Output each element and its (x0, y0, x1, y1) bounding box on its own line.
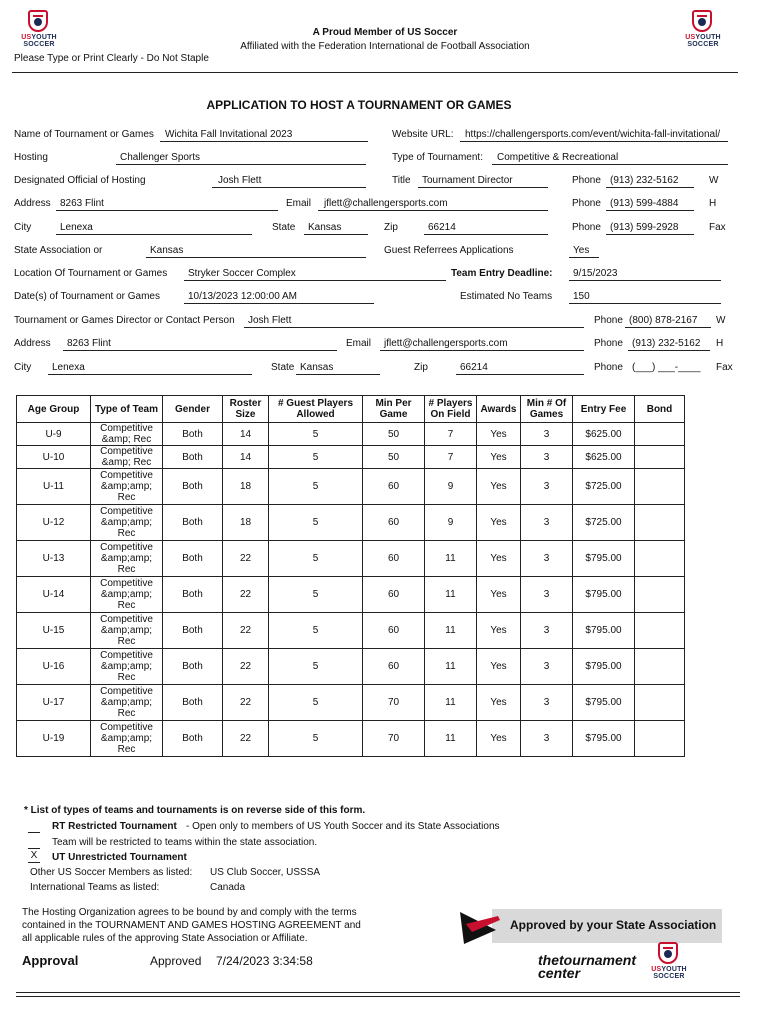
dir-phone-w-value[interactable]: (800) 878-2167 (629, 315, 698, 326)
team-type-cell: Competitive &amp;amp; Rec (91, 649, 163, 685)
table-cell: 3 (521, 613, 573, 649)
dir-city-value[interactable]: Lenexa (52, 362, 85, 373)
table-cell: $795.00 (573, 577, 635, 613)
table-header-cell: Entry Fee (573, 396, 635, 423)
table-cell: 22 (223, 613, 269, 649)
phone-h-suffix: H (709, 198, 717, 209)
table-cell: 50 (363, 423, 425, 446)
underline (56, 234, 252, 235)
dir-phone-w-suffix: W (716, 315, 726, 326)
underline (456, 374, 584, 375)
table-cell: 60 (363, 541, 425, 577)
table-cell: 3 (521, 423, 573, 446)
table-cell: Yes (477, 577, 521, 613)
phone-label: Phone (572, 198, 601, 209)
table-row (17, 446, 685, 469)
rt-sub-checkbox (28, 836, 40, 849)
website-value[interactable]: https://challengersports.com/event/wichita-fall-invitational/ (465, 129, 721, 140)
underline (492, 164, 728, 165)
dir-address-value[interactable]: 8263 Flint (67, 338, 111, 349)
table-cell: 5 (269, 721, 363, 757)
table-cell: 50 (363, 446, 425, 469)
tournament-type-value[interactable]: Competitive & Recreational (497, 152, 619, 163)
table-cell: $725.00 (573, 505, 635, 541)
title-label: Title (392, 175, 411, 186)
zip-value[interactable]: 66214 (428, 222, 456, 233)
table-cell: U-17 (17, 685, 91, 721)
table-cell: U-10 (17, 446, 91, 469)
table-cell: 5 (269, 613, 363, 649)
tournament-type-label: Type of Tournament: (392, 152, 483, 163)
table-cell: Yes (477, 423, 521, 446)
table-row (17, 541, 685, 577)
table-cell: 11 (425, 577, 477, 613)
team-type-cell: Competitive &amp;amp; Rec (91, 505, 163, 541)
approval-status: Approved (150, 954, 202, 968)
table-cell: 5 (269, 423, 363, 446)
dates-value[interactable]: 10/13/2023 12:00:00 AM (188, 291, 297, 302)
table-cell: Yes (477, 685, 521, 721)
table-header-cell: Bond (635, 396, 685, 423)
team-type-cell: Competitive &amp;amp; Rec (91, 721, 163, 757)
email-value[interactable]: jflett@challengersports.com (324, 198, 448, 209)
ut-checkbox[interactable]: X (28, 850, 40, 863)
team-type-cell: Competitive &amp; Rec (91, 446, 163, 469)
table-row (17, 423, 685, 446)
table-header-row (17, 396, 685, 423)
zip-label: Zip (384, 222, 398, 233)
table-cell: U-9 (17, 423, 91, 446)
city-label: City (14, 222, 32, 233)
table-cell: 5 (269, 577, 363, 613)
table-cell (635, 613, 685, 649)
state-value[interactable]: Kansas (308, 222, 342, 233)
table-cell: 11 (425, 541, 477, 577)
table-cell: 3 (521, 541, 573, 577)
rt-desc: - Open only to members of US Youth Soccer and its State Associations (186, 821, 500, 832)
dir-city-label: City (14, 362, 32, 373)
table-cell: Both (163, 721, 223, 757)
table-cell: Both (163, 649, 223, 685)
footer-divider-1 (16, 992, 740, 993)
types-note: * List of types of teams and tournaments is on reverse side of this form. (24, 805, 366, 816)
table-cell: 60 (363, 505, 425, 541)
table-cell: 5 (269, 446, 363, 469)
table-cell: Yes (477, 446, 521, 469)
underline (318, 210, 548, 211)
email-label: Email (286, 198, 312, 209)
table-cell: 14 (223, 423, 269, 446)
instructions: Please Type or Print Clearly - Do Not Staple (14, 53, 209, 64)
tournament-center-logo: thetournament center (538, 952, 636, 981)
director-value[interactable]: Josh Flett (248, 315, 292, 326)
header-divider (12, 72, 738, 73)
dir-zip-label: Zip (414, 362, 428, 373)
table-cell: 3 (521, 577, 573, 613)
table-cell: $625.00 (573, 423, 635, 446)
table-cell (635, 685, 685, 721)
underline (569, 303, 721, 304)
rt-checkbox[interactable] (28, 820, 40, 833)
dir-state-value[interactable]: Kansas (300, 362, 334, 373)
phone-label: Phone (572, 222, 601, 233)
us-youth-soccer-logo-left: USYOUTH SOCCER (16, 10, 62, 54)
table-cell: Yes (477, 469, 521, 505)
table-cell: Both (163, 541, 223, 577)
underline (304, 234, 368, 235)
underline (56, 210, 278, 211)
table-cell (635, 505, 685, 541)
underline (63, 350, 337, 351)
table-cell: 22 (223, 541, 269, 577)
approval-date: 7/24/2023 3:34:58 (216, 954, 313, 968)
table-cell: Both (163, 423, 223, 446)
phone-h-value[interactable]: (913) 599-4884 (610, 198, 679, 209)
table-cell: Yes (477, 613, 521, 649)
table-cell: 3 (521, 721, 573, 757)
hosting-label: Hosting (14, 152, 48, 163)
tournament-name-label: Name of Tournament or Games (14, 129, 154, 140)
official-label: Designated Official of Hosting (14, 175, 146, 186)
table-cell: 3 (521, 685, 573, 721)
table-cell: U-14 (17, 577, 91, 613)
underline (628, 350, 710, 351)
table-cell: 9 (425, 505, 477, 541)
table-body (17, 423, 685, 757)
table-cell (635, 446, 685, 469)
assoc-label: State Association or (14, 245, 103, 256)
table-cell: 60 (363, 469, 425, 505)
age-group-table (16, 395, 685, 757)
team-type-cell: Competitive &amp;amp; Rec (91, 469, 163, 505)
dir-phone-h-value[interactable]: (913) 232-5162 (632, 338, 701, 349)
dir-phone-fax-value[interactable]: (___) ___-____ (632, 362, 701, 373)
table-cell: Yes (477, 505, 521, 541)
dir-email-label: Email (346, 338, 372, 349)
table-row (17, 649, 685, 685)
location-label: Location Of Tournament or Games (14, 268, 168, 279)
table-cell: $795.00 (573, 613, 635, 649)
table-cell: 11 (425, 685, 477, 721)
table-cell (635, 721, 685, 757)
table-row (17, 469, 685, 505)
table-cell (635, 469, 685, 505)
table-cell: Yes (477, 721, 521, 757)
table-cell (635, 577, 685, 613)
team-type-cell: Competitive &amp;amp; Rec (91, 685, 163, 721)
table-cell: 3 (521, 649, 573, 685)
header-subtitle: Affiliated with the Federation International de Football Association (240, 41, 530, 52)
table-cell: 14 (223, 446, 269, 469)
referees-label: Guest Referrees Applications (384, 245, 514, 256)
other-members-label: Other US Soccer Members as listed: (30, 867, 193, 878)
underline (460, 141, 728, 142)
address-value[interactable]: 8263 Flint (60, 198, 104, 209)
underline (569, 280, 721, 281)
est-teams-value[interactable]: 150 (573, 291, 590, 302)
table-cell: 60 (363, 577, 425, 613)
underline (146, 257, 366, 258)
table-cell: 5 (269, 541, 363, 577)
deadline-label: Team Entry Deadline: (451, 268, 553, 279)
approval-label: Approval (22, 953, 79, 968)
ut-title: UT Unrestricted Tournament (52, 852, 187, 863)
table-cell: 22 (223, 577, 269, 613)
table-cell: $795.00 (573, 721, 635, 757)
rt-desc2: Team will be restricted to teams within the state association. (52, 837, 318, 848)
table-header-cell: Age Group (17, 396, 91, 423)
dir-address-label: Address (14, 338, 51, 349)
underline (116, 164, 366, 165)
table-cell: U-11 (17, 469, 91, 505)
table-row (17, 721, 685, 757)
location-value[interactable]: Stryker Soccer Complex (188, 268, 296, 279)
underline (606, 187, 694, 188)
city-value[interactable]: Lenexa (60, 222, 93, 233)
underline (625, 327, 711, 328)
team-type-cell: Competitive &amp; Rec (91, 423, 163, 446)
underline (296, 374, 380, 375)
team-type-cell: Competitive &amp;amp; Rec (91, 613, 163, 649)
table-cell: U-16 (17, 649, 91, 685)
table-cell: U-12 (17, 505, 91, 541)
table-cell: 7 (425, 446, 477, 469)
table-cell: 70 (363, 685, 425, 721)
team-type-cell: Competitive &amp;amp; Rec (91, 577, 163, 613)
underline (212, 187, 366, 188)
table-cell: 60 (363, 649, 425, 685)
table-cell: 18 (223, 469, 269, 505)
table-cell: Both (163, 446, 223, 469)
table-cell: 11 (425, 613, 477, 649)
table-cell: 5 (269, 685, 363, 721)
form-title: APPLICATION TO HOST A TOURNAMENT OR GAMES (206, 98, 512, 112)
table-cell: Both (163, 505, 223, 541)
est-teams-label: Estimated No Teams (460, 291, 553, 302)
table-cell: 5 (269, 649, 363, 685)
table-cell: 11 (425, 721, 477, 757)
director-label: Tournament or Games Director or Contact Person (14, 315, 235, 326)
underline (184, 280, 446, 281)
table-cell: 22 (223, 649, 269, 685)
fax-suffix: Fax (709, 222, 726, 233)
underline (244, 327, 584, 328)
table-header-cell: # Players On Field (425, 396, 477, 423)
table-cell: U-13 (17, 541, 91, 577)
assoc-value[interactable]: Kansas (150, 245, 184, 256)
table-cell: 70 (363, 721, 425, 757)
phone-w-value[interactable]: (913) 232-5162 (610, 175, 679, 186)
deadline-value[interactable]: 9/15/2023 (573, 268, 618, 279)
table-header-cell: Gender (163, 396, 223, 423)
table-header-cell: # Guest Players Allowed (269, 396, 363, 423)
table-header-cell: Type of Team (91, 396, 163, 423)
table-cell: $795.00 (573, 541, 635, 577)
table-cell (635, 423, 685, 446)
dir-state-label: State (271, 362, 295, 373)
phone-w-suffix: W (709, 175, 719, 186)
underline (380, 350, 584, 351)
table-cell: Both (163, 577, 223, 613)
underline (184, 303, 374, 304)
table-row (17, 613, 685, 649)
table-cell: 60 (363, 613, 425, 649)
website-label: Website URL: (392, 129, 454, 140)
phone-label: Phone (594, 338, 623, 349)
underline (569, 257, 599, 258)
table-cell: 3 (521, 505, 573, 541)
table-cell: $795.00 (573, 649, 635, 685)
referees-value[interactable]: Yes (573, 245, 590, 256)
dir-zip-value[interactable]: 66214 (460, 362, 488, 373)
table-cell: 5 (269, 469, 363, 505)
table-cell: Both (163, 469, 223, 505)
rt-title: RT Restricted Tournament (52, 821, 177, 832)
underline (424, 234, 548, 235)
dir-phone-h-suffix: H (716, 338, 724, 349)
table-cell (635, 541, 685, 577)
dates-label: Date(s) of Tournament or Games (14, 291, 160, 302)
table-row (17, 685, 685, 721)
approved-banner (458, 906, 724, 988)
table-cell: $725.00 (573, 469, 635, 505)
team-type-cell: Competitive &amp;amp; Rec (91, 541, 163, 577)
phone-fax-value[interactable]: (913) 599-2928 (610, 222, 679, 233)
underline (418, 187, 548, 188)
banner-text: Approved by your State Association (510, 918, 717, 932)
table-cell: 3 (521, 469, 573, 505)
official-value[interactable]: Josh Flett (218, 175, 262, 186)
phone-label: Phone (572, 175, 601, 186)
dir-fax-suffix: Fax (716, 362, 733, 373)
table-cell: Yes (477, 541, 521, 577)
title-value[interactable]: Tournament Director (422, 175, 513, 186)
tournament-name-value[interactable]: Wichita Fall Invitational 2023 (165, 129, 293, 140)
table-cell: 9 (425, 469, 477, 505)
intl-label: International Teams as listed: (30, 882, 160, 893)
table-cell: 22 (223, 721, 269, 757)
table-cell: U-15 (17, 613, 91, 649)
us-youth-soccer-logo-right: USYOUTH SOCCER (680, 10, 726, 54)
table-cell: Both (163, 613, 223, 649)
intl-value[interactable]: Canada (210, 882, 246, 893)
table-cell: 3 (521, 446, 573, 469)
table-cell (635, 649, 685, 685)
table-cell: 5 (269, 505, 363, 541)
agreement-text: The Hosting Organization agrees to be bound by and comply with the terms contained in the TOURNAMENT AND GAMES HOSTING AGREEMENT and all applicable rules of the approving State Association or Affiliate. (22, 907, 361, 944)
table-header-cell: Min # Of Games (521, 396, 573, 423)
us-youth-soccer-logo-banner: USYOUTH SOCCER (646, 942, 692, 986)
dir-email-value[interactable]: jflett@challengersports.com (384, 338, 508, 349)
table-cell: 11 (425, 649, 477, 685)
footer-divider-2 (16, 996, 740, 997)
other-members-value[interactable]: US Club Soccer, USSSA (210, 867, 321, 878)
table-cell: $625.00 (573, 446, 635, 469)
table-cell: $795.00 (573, 685, 635, 721)
table-row (17, 505, 685, 541)
table-cell: 7 (425, 423, 477, 446)
table-header-cell: Min Per Game (363, 396, 425, 423)
underline (48, 374, 252, 375)
address-label: Address (14, 198, 51, 209)
table-header-cell: Awards (477, 396, 521, 423)
underline (606, 234, 694, 235)
phone-label: Phone (594, 315, 623, 326)
table-cell: Yes (477, 649, 521, 685)
table-cell: 22 (223, 685, 269, 721)
underline (606, 210, 694, 211)
table-row (17, 577, 685, 613)
table-cell: U-19 (17, 721, 91, 757)
table-header-cell: Roster Size (223, 396, 269, 423)
header-title: A Proud Member of US Soccer (312, 27, 458, 38)
phone-label: Phone (594, 362, 623, 373)
hosting-value[interactable]: Challenger Sports (120, 152, 201, 163)
table-cell: Both (163, 685, 223, 721)
underline (160, 141, 368, 142)
state-label: State (272, 222, 296, 233)
table-cell: 18 (223, 505, 269, 541)
